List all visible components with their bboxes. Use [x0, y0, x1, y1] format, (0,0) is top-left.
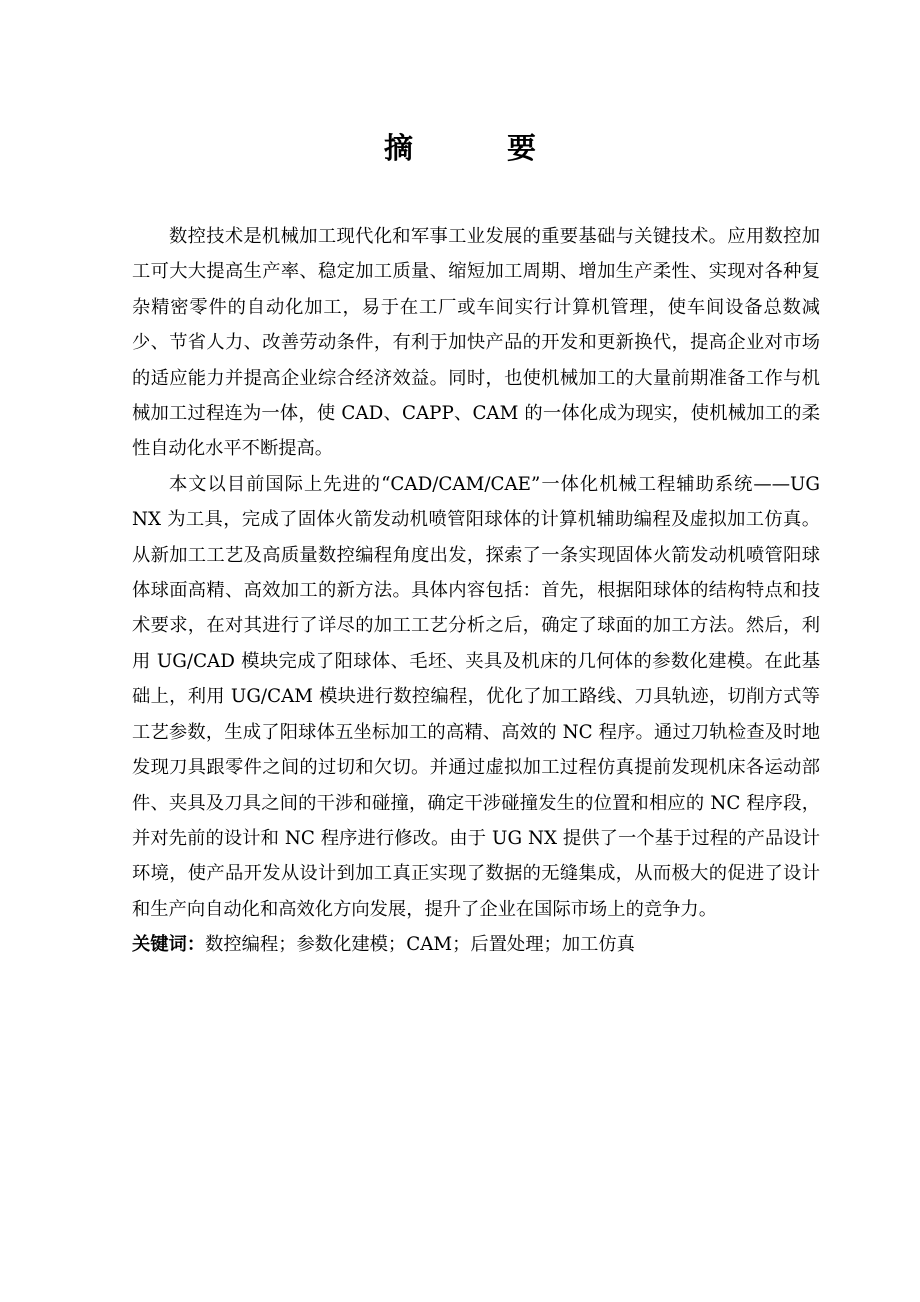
- abstract-paragraph-2: 本文以目前国际上先进的“CAD/CAM/CAE”一体化机械工程辅助系统——UG NX 为工具，完成了固体火箭发动机喷管阳球体的计算机辅助编程及虚拟加工仿真。从新加工工艺及高质量数控编程角度出发，探索了一条实现固体火箭发动机喷管阳球体球面高精、高效加工的新方法。具体内容包括：首先，根据阳球体的结构特点和技术要求，在对其进行了详尽的加工工艺分析之后，确定了球面的加工方法。然后，利用 UG/CAD 模块完成了阳球体、毛坯、夹具及机床的几何体的参数化建模。在此基础上，利用 UG/CAM 模块进行数控编程，优化了加工路线、刀具轨迹，切削方式等工艺参数，生成了阳球体五坐标加工的高精、高效的 NC 程序。通过刀轨检查及时地发现刀具跟零件之间的过切和欠切。并通过虚拟加工过程仿真提前发现机床各运动部件、夹具及刀具之间的干涉和碰撞，确定干涉碰撞发生的位置和相应的 NC 程序段， 并对先前的设计和 NC 程序进行修改。由于 UG NX 提供了一个基于过程的产品设计环境，使产品开发从设计到加工真正实现了数据的无缝集成，从而极大的促进了设计和生产向自动化和高效化方向发展，提升了企业在国际市场上的竞争力。: [132, 473, 820, 920]
- keywords-label: 关键词：: [132, 934, 206, 956]
- abstract-paragraph-1: 数控技术是机械加工现代化和军事工业发展的重要基础与关键技术。应用数控加工可大大提高生产率、稳定加工质量、缩短加工周期、增加生产柔性、实现对各种复杂精密零件的自动化加工，易于在工厂或车间实行计算机管理，使车间设备总数减少、节省人力、改善劳动条件，有利于加快产品的开发和更新换代，提高企业对市场的适应能力并提高企业综合经济效益。同时，也使机械加工的大量前期准备工作与机械加工过程连为一体，使 CAD、CAPP、CAM 的一体化成为现实，使机械加工的柔性自动化水平不断提高。: [132, 226, 820, 460]
- keywords-line: [132, 927, 820, 962]
- keywords-text: 数控编程；参数化建模；CAM；后置处理；加工仿真: [205, 934, 635, 956]
- abstract-body: [132, 219, 820, 963]
- page-title: 摘 要: [383, 131, 579, 165]
